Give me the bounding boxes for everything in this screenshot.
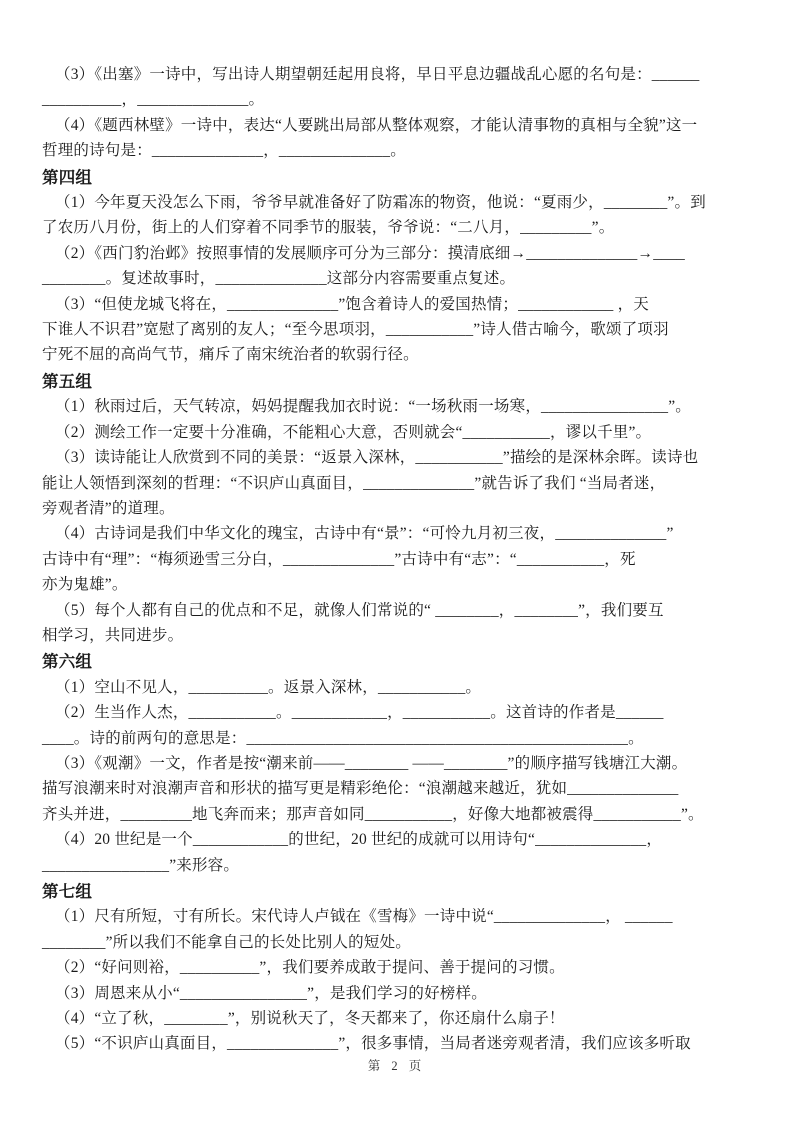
question-line-continuation: __________，______________。 (42, 91, 265, 109)
question-line: （4）“立了秋，________”，别说秋天了，冬天都来了，你还扇什么扇子！ (55, 1010, 565, 1028)
page-number: 第 2 页 (367, 1059, 426, 1073)
question-line-continuation: 了农历八月份，街上的人们穿着不同季节的服装，爷爷说：“二八月，_________”。 (42, 219, 615, 237)
question-line: （5）“不识庐山真面目，______________”，很多事情，当局者迷旁观者清，我们应该多听取 (55, 1035, 691, 1053)
question-line: （3）“但使龙城飞将在，______________”饱含着诗人的爱国热情；____________ ，天 (55, 295, 649, 313)
question-line: （1）空山不见人，__________。返景入深林，___________。 (55, 678, 482, 696)
question-line: （2）测绘工作一定要十分准确，不能粗心大意，否则就会“___________，谬以千里”。 (55, 423, 652, 441)
question-line-continuation: 下谁人不识君”宽慰了离别的友人；“至今思项羽，___________”诗人借古喻今，歌颂了项羽 (42, 321, 669, 339)
section-header: 第四组 (42, 167, 93, 187)
question-line: （3）读诗能让人欣赏到不同的美景：“返景入深林，___________”描绘的是深林余晖。读诗也 (55, 449, 699, 467)
question-line: （2）生当作人杰，___________。____________，___________。这首诗的作者是______ (55, 704, 664, 722)
question-line: （4）《题西林壁》一诗中，表达“人要跳出局部从整体观察，才能认清事物的真相与全貌”这一 (55, 116, 698, 134)
question-line: （4）古诗词是我们中华文化的瑰宝，古诗中有“景”：“可怜九月初三夜，______________” (55, 525, 674, 543)
question-line-continuation: 描写浪潮来时对浪潮声音和形状的描写更是精彩绝伦：“浪潮越来越近，犹如______________ (42, 780, 679, 798)
question-line: （3）《出塞》一诗中，写出诗人期望朝廷起用良将，早日平息边疆战乱心愿的名句是：______ (55, 66, 700, 83)
question-line-continuation: ________。复述故事时，______________这部分内容需要重点复述。 (42, 270, 516, 288)
question-line: （3）周恩来从小“________________”，是我们学习的好榜样。 (55, 984, 487, 1002)
question-line-continuation: 哲理的诗句是：______________，______________。 (42, 142, 406, 160)
question-line-continuation: 旁观者清”的道理。 (42, 499, 175, 517)
question-line-continuation: 宁死不屈的高尚气节，痛斥了南宋统治者的软弱行径。 (42, 346, 419, 364)
question-line: （2）《西门豹治邺》按照事情的发展顺序可分为三部分：摸清底细→______________→____ (55, 244, 686, 262)
question-line-continuation: ________________”来形容。 (42, 856, 240, 874)
section-header: 第七组 (42, 882, 93, 901)
question-line: （3）《观潮》一文，作者是按“潮来前——________ ——________”的顺序描写钱塘江大潮。 (55, 754, 688, 772)
question-line-continuation: 能让人领悟到深刻的哲理：“不识庐山真面目，______________”就告诉了我们 “当局者迷， (42, 474, 666, 492)
question-line: （1）今年夏天没怎么下雨，爷爷早就准备好了防霜冻的物资，他说：“夏雨少，________”。到 (55, 194, 706, 212)
question-line: （1）尺有所短，寸有所长。宋代诗人卢钺在《雪梅》一诗中说“______________， ______ (55, 908, 673, 926)
question-line-continuation: 齐头并进，_________地飞奔而来；那声音如同___________，好像大地都被震得___________”。 (42, 805, 704, 823)
section-header: 第五组 (42, 371, 93, 391)
question-line-continuation: ________”所以我们不能拿自己的长处比别人的短处。 (42, 933, 411, 951)
question-line: （4）20 世纪是一个____________的世纪，20 世纪的成就可以用诗句“______________， (55, 831, 663, 849)
question-line: （1）秋雨过后，天气转凉，妈妈提醒我加衣时说：“一场秋雨一场寒，________________”。 (55, 398, 692, 416)
question-line: （5）每个人都有自己的优点和不足，就像人们常说的“ ________，________”，我们要互 (55, 601, 664, 619)
question-line-continuation: ____。诗的前两句的意思是：________________________________________________。 (42, 729, 644, 747)
question-line-continuation: 相学习，共同进步。 (42, 626, 184, 644)
section-header: 第六组 (42, 652, 93, 672)
question-line-continuation: 亦为鬼雄”。 (42, 576, 128, 594)
document-body (42, 62, 756, 1057)
question-line: （2）“好问则裕，__________”，我们要养成敢于提问、善于提问的习惯。 (55, 959, 565, 977)
question-line-continuation: 古诗中有“理”：“梅须逊雪三分白，______________”古诗中有“志”：“___________，死 (42, 550, 636, 568)
